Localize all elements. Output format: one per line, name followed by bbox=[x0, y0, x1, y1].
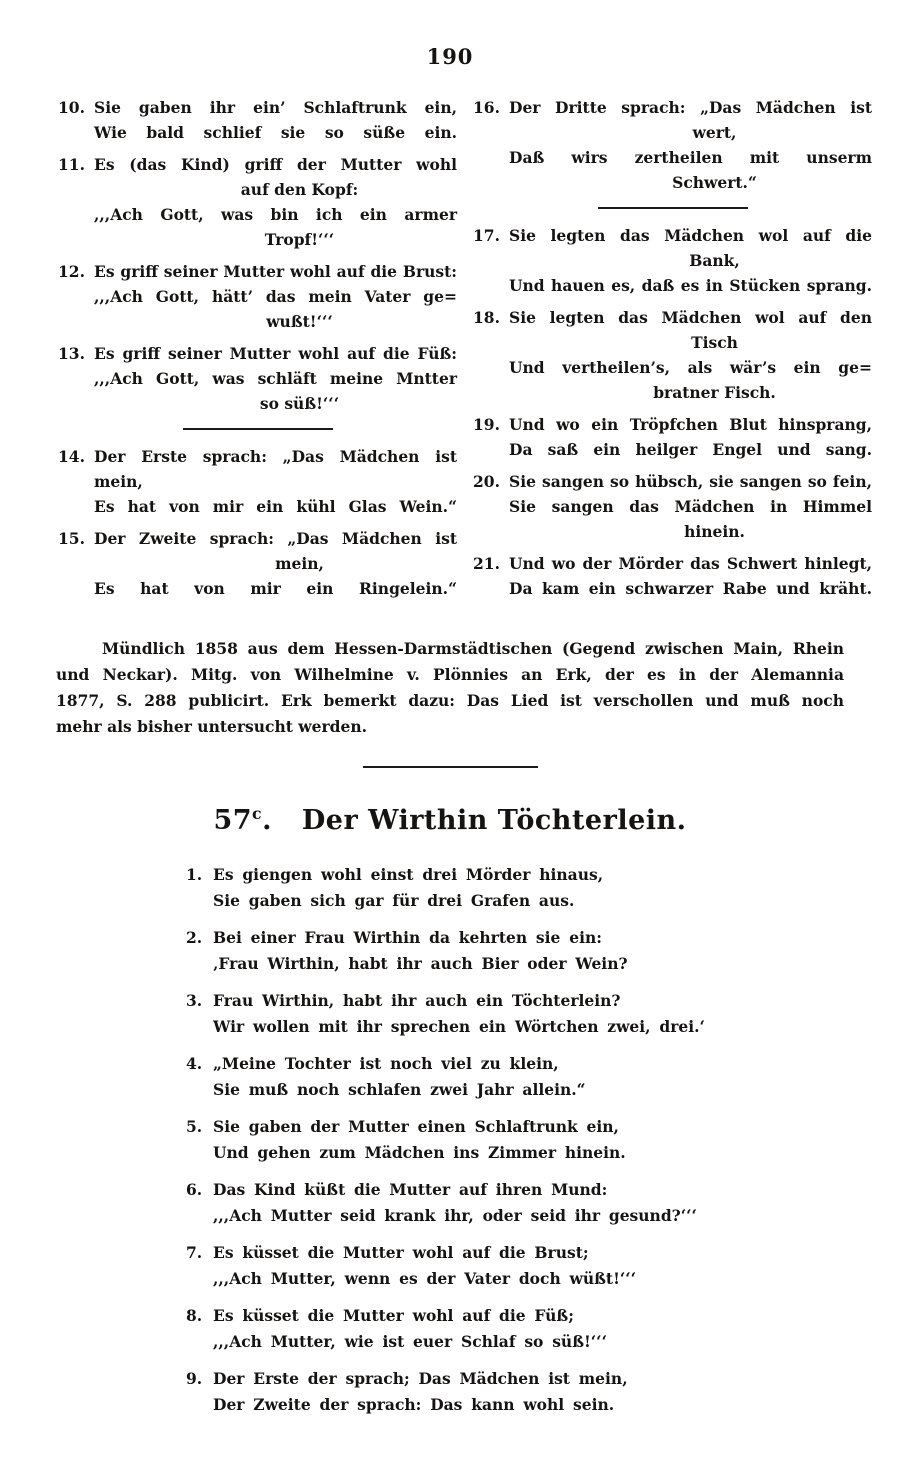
verse-number: 2. bbox=[186, 928, 203, 947]
verse-number: 8. bbox=[186, 1306, 203, 1325]
verse-line: Der Erste der sprach; Das Mädchen ist mein, bbox=[213, 1369, 628, 1388]
source-note-line: 1877, S. 288 publicirt. Erk bemerkt dazu: Das Lied ist verschollen und muß noch bbox=[56, 691, 844, 710]
verse-number: 6. bbox=[186, 1180, 203, 1199]
left-column bbox=[58, 95, 457, 608]
verse-line: mein, bbox=[275, 554, 324, 573]
verse-17 bbox=[473, 223, 872, 298]
verse-3 bbox=[186, 988, 772, 1040]
verse-line: Und gehen zum Mädchen ins Zimmer hinein. bbox=[213, 1143, 626, 1162]
verse-16 bbox=[473, 95, 872, 195]
song-number-period: . bbox=[262, 805, 272, 836]
verse-number: 16. bbox=[473, 98, 500, 117]
verse-14 bbox=[58, 444, 457, 519]
verse-line: Und wo ein Tröpfchen Blut hinsprang, bbox=[509, 415, 872, 434]
verse-11 bbox=[58, 152, 457, 252]
verse-number: 18. bbox=[473, 308, 500, 327]
verse-line: Es (das Kind) griff der Mutter wohl bbox=[94, 155, 457, 174]
verse-line: Sie muß noch schlafen zwei Jahr allein.“ bbox=[213, 1080, 586, 1099]
song-heading bbox=[0, 804, 900, 836]
verse-number: 19. bbox=[473, 415, 500, 434]
verse-line: Und vertheilen’s, als wär’s ein ge= bbox=[509, 358, 872, 377]
verse-line: ‚Frau Wirthin, habt ihr auch Bier oder Wein? bbox=[213, 954, 628, 973]
verse-line: hinein. bbox=[684, 522, 745, 541]
page-number: 190 bbox=[426, 44, 474, 69]
song-57c-verses bbox=[186, 862, 772, 1418]
verse-4 bbox=[186, 1051, 772, 1103]
verse-line: ,,,Ach Mutter seid krank ihr, oder seid ihr gesund?‘‘‘ bbox=[213, 1206, 697, 1225]
source-note-line: mehr als bisher untersucht werden. bbox=[56, 717, 368, 736]
verse-10 bbox=[58, 95, 457, 145]
right-column bbox=[473, 95, 872, 608]
verse-line: auf den Kopf: bbox=[240, 180, 359, 199]
verse-line: Es küsset die Mutter wohl auf die Füß; bbox=[213, 1306, 574, 1325]
verse-divider bbox=[183, 428, 333, 430]
verse-line: Tropf!‘‘‘ bbox=[264, 230, 335, 249]
verse-number: 4. bbox=[186, 1054, 203, 1073]
verse-line: ,,,Ach Gott, hätt’ das mein Vater ge= bbox=[94, 287, 457, 306]
verse-number: 3. bbox=[186, 991, 203, 1010]
verse-line: Der Dritte sprach: „Das Mädchen ist bbox=[509, 98, 872, 117]
verse-13 bbox=[58, 341, 457, 416]
verse-number: 10. bbox=[58, 98, 85, 117]
verse-divider bbox=[598, 207, 748, 209]
verse-line: Bei einer Frau Wirthin da kehrten sie ein: bbox=[213, 928, 602, 947]
verse-line: Es hat von mir ein kühl Glas Wein.“ bbox=[94, 497, 457, 516]
verse-1 bbox=[186, 862, 772, 914]
verse-line: Es hat von mir ein Ringelein.“ bbox=[94, 579, 457, 598]
verse-line: ,,,Ach Mutter, wie ist euer Schlaf so süß!‘‘‘ bbox=[213, 1332, 607, 1351]
verse-line: Sie sangen das Mädchen in Himmel bbox=[509, 497, 872, 516]
verse-number: 14. bbox=[58, 447, 85, 466]
verse-line: Schwert.“ bbox=[672, 173, 757, 192]
song-number-superscript: c bbox=[252, 804, 263, 823]
verse-2 bbox=[186, 925, 772, 977]
source-note bbox=[56, 636, 844, 740]
verse-number: 5. bbox=[186, 1117, 203, 1136]
song-title: Der Wirthin Töchterlein. bbox=[301, 805, 687, 836]
verse-line: Frau Wirthin, habt ihr auch ein Töchterlein? bbox=[213, 991, 621, 1010]
verse-12 bbox=[58, 259, 457, 334]
verse-line: wußt!‘‘‘ bbox=[266, 312, 333, 331]
verse-number: 13. bbox=[58, 344, 85, 363]
verse-line: Und hauen es, daß es in Stücken sprang. bbox=[509, 276, 872, 295]
verse-line: Es küsset die Mutter wohl auf die Brust; bbox=[213, 1243, 589, 1262]
verse-columns bbox=[58, 95, 872, 608]
verse-line: Da saß ein heilger Engel und sang. bbox=[509, 440, 872, 459]
verse-5 bbox=[186, 1114, 772, 1166]
verse-7 bbox=[186, 1240, 772, 1292]
verse-line: Es griff seiner Mutter wohl auf die Brust: bbox=[94, 262, 457, 281]
source-note-line: Mündlich 1858 aus dem Hessen-Darmstädtischen (Gegend zwischen Main, Rhein bbox=[102, 639, 844, 658]
verse-line: Es giengen wohl einst drei Mörder hinaus, bbox=[213, 865, 604, 884]
verse-15 bbox=[58, 526, 457, 601]
verse-line: Der Erste sprach: „Das Mädchen ist mein, bbox=[94, 447, 457, 491]
verse-line: ,,,Ach Gott, was bin ich ein armer bbox=[94, 205, 457, 224]
verse-line: Sie legten das Mädchen wol auf die bbox=[509, 226, 872, 245]
verse-number: 9. bbox=[186, 1369, 203, 1388]
verse-6 bbox=[186, 1177, 772, 1229]
verse-line: Bank, bbox=[689, 251, 740, 270]
verse-line: Daß wirs zertheilen mit unserm bbox=[509, 148, 872, 167]
source-note-line: und Neckar). Mitg. von Wilhelmine v. Plönnies an Erk, der es in der Alemannia bbox=[56, 665, 844, 684]
verse-number: 21. bbox=[473, 554, 500, 573]
verse-number: 20. bbox=[473, 472, 500, 491]
verse-18 bbox=[473, 305, 872, 405]
verse-number: 12. bbox=[58, 262, 85, 281]
verse-line: Sie sangen so hübsch, sie sangen so fein, bbox=[509, 472, 872, 491]
verse-line: Der Zweite sprach: „Das Mädchen ist bbox=[94, 529, 457, 548]
section-divider bbox=[363, 766, 538, 768]
verse-line: Tisch bbox=[691, 333, 738, 352]
verse-number: 11. bbox=[58, 155, 85, 174]
verse-line: Wie bald schlief sie so süße ein. bbox=[94, 123, 457, 142]
verse-number: 1. bbox=[186, 865, 203, 884]
verse-line: so süß!‘‘‘ bbox=[259, 394, 340, 413]
song-number: 57 bbox=[213, 805, 253, 836]
verse-number: 17. bbox=[473, 226, 500, 245]
verse-line: Und wo der Mörder das Schwert hinlegt, bbox=[509, 554, 872, 573]
verse-line: „Meine Tochter ist noch viel zu klein, bbox=[213, 1054, 559, 1073]
verse-21 bbox=[473, 551, 872, 601]
verse-line: wert, bbox=[692, 123, 737, 142]
verse-line: Sie gaben ihr ein’ Schlaftrunk ein, bbox=[94, 98, 457, 117]
verse-line: bratner Fisch. bbox=[653, 383, 776, 402]
verse-line: ,,,Ach Mutter, wenn es der Vater doch wüßt!‘‘‘ bbox=[213, 1269, 637, 1288]
verse-20 bbox=[473, 469, 872, 544]
verse-line: Wir wollen mit ihr sprechen ein Wörtchen zwei, drei.‘ bbox=[213, 1017, 705, 1036]
verse-line: Das Kind küßt die Mutter auf ihren Mund: bbox=[213, 1180, 608, 1199]
verse-line: Sie legten das Mädchen wol auf den bbox=[509, 308, 872, 327]
verse-line: Der Zweite der sprach: Das kann wohl sein. bbox=[213, 1395, 615, 1414]
verse-8 bbox=[186, 1303, 772, 1355]
verse-9 bbox=[186, 1366, 772, 1418]
verse-line: ,,,Ach Gott, was schläft meine Mntter bbox=[94, 369, 457, 388]
verse-line: Sie gaben der Mutter einen Schlaftrunk ein, bbox=[213, 1117, 619, 1136]
verse-number: 15. bbox=[58, 529, 85, 548]
verse-number: 7. bbox=[186, 1243, 203, 1262]
verse-line: Da kam ein schwarzer Rabe und kräht. bbox=[509, 579, 872, 598]
verse-line: Es griff seiner Mutter wohl auf die Füß: bbox=[94, 344, 457, 363]
verse-19 bbox=[473, 412, 872, 462]
verse-line: Sie gaben sich gar für drei Grafen aus. bbox=[213, 891, 575, 910]
